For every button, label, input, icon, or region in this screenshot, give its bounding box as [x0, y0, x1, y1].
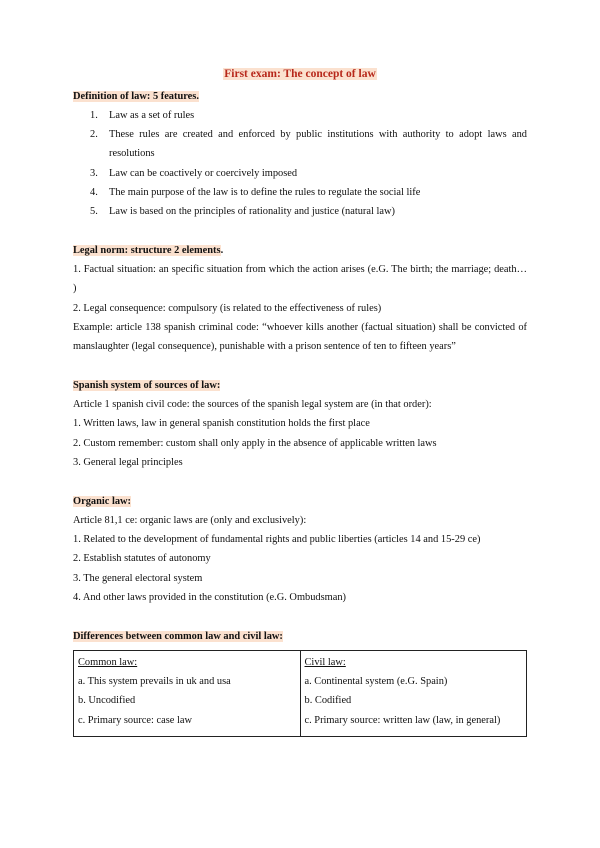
section-heading-differences: Differences between common law and civil law: — [73, 631, 283, 643]
table-row: a. This system prevails in uk and usa — [78, 676, 231, 688]
table-row: a. Continental system (e.G. Spain) — [304, 676, 448, 688]
column-header: Common law: — [78, 657, 138, 669]
list-item: 5. Law is based on the principles of rationality and justice (natural law) — [90, 206, 395, 218]
paragraph: 2. Legal consequence: compulsory (is related to the effectiveness of rules) — [73, 302, 382, 314]
paragraph: 3. General legal principles — [73, 456, 183, 468]
table-row: c. Primary source: case law — [78, 714, 192, 726]
column-header: Civil law: — [304, 657, 346, 669]
section-heading-organic-law: Organic law: — [73, 496, 132, 508]
paragraph: Article 81,1 ce: organic laws are (only and exclusively): — [73, 515, 307, 527]
paragraph: 3. The general electoral system — [73, 572, 203, 584]
features-list — [73, 106, 527, 221]
table-row: b. Uncodified — [78, 695, 136, 707]
paragraph: Example: article 138 spanish criminal code: “whoever kills another (factual situation) shall be convicted of manslaughter (legal consequence), punishable with a prison sentence of ten to fifteen years” — [73, 321, 527, 353]
comparison-table — [73, 650, 527, 737]
page-title: First exam: The concept of law — [224, 68, 376, 80]
list-item: 1. Law as a set of rules — [90, 110, 195, 121]
civil-law-cell — [300, 651, 527, 737]
section-heading-sources: Spanish system of sources of law: — [73, 380, 221, 392]
document-page — [73, 68, 527, 737]
list-item: 2. These rules are created and enforced by public institutions with authority to adopt laws and resolutions — [90, 129, 527, 160]
paragraph: 1. Related to the development of fundamental rights and public liberties (articles 14 and 15-29 ce) — [73, 534, 481, 546]
list-item: 3. Law can be coactively or coercively imposed — [90, 167, 298, 179]
paragraph: 1. Factual situation: an specific situation from which the action arises (e.G. The birth; the marriage; death… ) — [73, 264, 527, 295]
paragraph: 2. Establish statutes of autonomy — [73, 553, 211, 565]
common-law-cell — [74, 651, 301, 737]
paragraph: Article 1 spanish civil code: the sources of the spanish legal system are (in that order): — [73, 399, 432, 411]
table-row: b. Codified — [304, 695, 352, 707]
section-heading-definition: Definition of law: 5 features. — [73, 91, 199, 102]
paragraph: 2. Custom remember: custom shall only apply in the absence of applicable written laws — [73, 437, 437, 449]
list-item: 4. The main purpose of the law is to define the rules to regulate the social life — [90, 186, 421, 198]
section-heading-legal-norm: Legal norm: structure 2 elements. — [73, 245, 224, 257]
paragraph: 1. Written laws, law in general spanish constitution holds the first place — [73, 418, 370, 430]
table-row: c. Primary source: written law (law, in general) — [304, 714, 501, 726]
paragraph: 4. And other laws provided in the constitution (e.G. Ombudsman) — [73, 591, 347, 603]
